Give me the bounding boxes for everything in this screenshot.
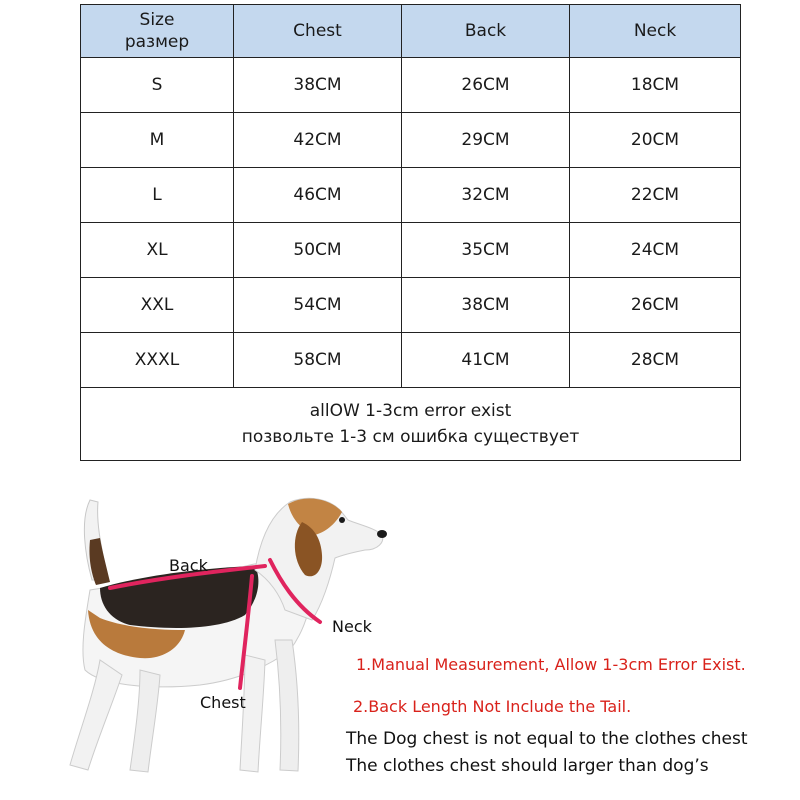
cell-neck: 26CM [570,278,741,333]
cell-size: XXL [81,278,234,333]
cell-neck: 22CM [570,168,741,223]
table-row [81,168,741,223]
tolerance-note [81,388,741,461]
cell-neck: 24CM [570,223,741,278]
tolerance-note-en: allOW 1-3cm error exist [309,401,512,421]
cell-size: L [81,168,234,223]
header-size-ru: размер [124,32,190,52]
table-row [81,278,741,333]
header-chest: Chest [234,5,402,58]
table-row [81,333,741,388]
table-note-row [81,388,741,461]
cell-back: 38CM [402,278,570,333]
cell-back: 41CM [402,333,570,388]
note-clothes-larger: The clothes chest should larger than dog’s [346,756,709,776]
note-measurement: 1.Manual Measurement, Allow 1-3cm Error Exist. [356,655,746,674]
tolerance-note-ru: позвольте 1-3 см ошибка существует [241,427,580,447]
table-row [81,58,741,113]
size-chart-table [80,4,741,461]
table-row [81,223,741,278]
note-chest-difference: The Dog chest is not equal to the clothes chest [346,729,748,749]
table-row [81,113,741,168]
cell-neck: 20CM [570,113,741,168]
cell-neck: 28CM [570,333,741,388]
header-size [81,5,234,58]
header-neck: Neck [570,5,741,58]
header-back: Back [402,5,570,58]
cell-size: XL [81,223,234,278]
cell-neck: 18CM [570,58,741,113]
label-chest: Chest [200,693,246,712]
cell-back: 29CM [402,113,570,168]
cell-chest: 50CM [234,223,402,278]
cell-back: 32CM [402,168,570,223]
label-back: Back [169,556,208,575]
cell-size: S [81,58,234,113]
cell-chest: 54CM [234,278,402,333]
cell-chest: 38CM [234,58,402,113]
cell-size: XXXL [81,333,234,388]
cell-back: 26CM [402,58,570,113]
table-header-row [81,5,741,58]
cell-size: M [81,113,234,168]
note-back-length: 2.Back Length Not Include the Tail. [353,697,632,716]
label-neck: Neck [332,617,372,636]
cell-chest: 46CM [234,168,402,223]
cell-chest: 42CM [234,113,402,168]
cell-back: 35CM [402,223,570,278]
cell-chest: 58CM [234,333,402,388]
header-size-en: Size [139,10,175,30]
